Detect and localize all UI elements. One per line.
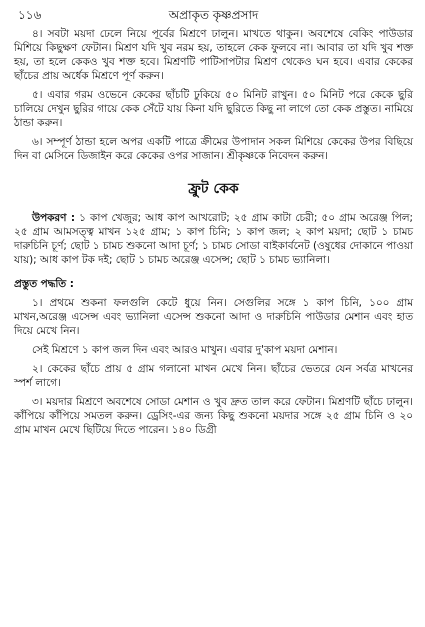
ingredients-label: উপকরণ :: [32, 212, 76, 224]
running-title: অপ্রাকৃত কৃষ্ণপ্রসাদ: [168, 8, 259, 22]
step-6-paragraph: ৬। সম্পূর্ণ ঠান্ডা হলে অপর একটি পাত্রে ক্রীমের উপাদান সকল মিশিয়ে কেকের উপর বিছিয়ে দিন বা মেসিনে ডিজাইন করে কেকের ওপর সাজান। শ্রীকৃষ্ণকে নিবেদন করুন।: [14, 136, 413, 162]
ingredients-paragraph: [14, 211, 413, 267]
page-number: ১১৬: [18, 8, 42, 22]
method-title: প্রস্তুত পদ্ধতি :: [14, 278, 74, 290]
ingredients-text: ১ কাপ খেজুর; আধ কাপ আখরোট; ২৫ গ্রাম কাটা চেরী; ৫০ গ্রাম অরেঞ্জ পিল; ২৫ গ্রাম আমসত্ত্ব মাখন ১২৫ গ্রাম; ১ কাপ চিনি; ১ কাপ জল; ২ কাপ ময়দা; ছোট ১ চামচ দারুচিনি চূর্ণ; ছোট ১ চামচ শুকনো আদা চূর্ণ; ১ চামচ সোডা বাইকার্বনেট (ওষুধের দোকানে পাওয়া যায়); আধ কাপ টক দই; ছোট ১ চামচ অরেঞ্জ এসেন্স; ছোট ১ চামচ ভ্যানিলা।: [14, 212, 413, 266]
method-step-1-continued: সেই মিশ্রণে ১ কাপ জল দিন এবং আরও মাখুন। এবার দু'কাপ ময়দা মেশান।: [32, 344, 338, 356]
method-step-2: ২। কেকের ছাঁচে প্রায় ৫ গ্রাম গলানো মাখন মেখে নিন। ছাঁচের ভেতরে যেন সর্বত্র মাখনের স্পর্শ লাগে।: [14, 363, 413, 389]
step-5-paragraph: ৫। এবার গরম ওভেনে কেকের ছাঁচটি ঢুকিয়ে ৫০ মিনিট রাখুন। ৫০ মিনিট পরে কেকে ছুরি চালিয়ে দেখুন ছুরির গায়ে কেক সেঁটে যায় কিনা যদি ছুরিতে কিছু না লাগে তো কেক প্রস্তুত। নামিয়ে ঠান্ডা করুন।: [14, 89, 413, 129]
step-4-paragraph: ৪। সবটা ময়দা ঢেলে নিয়ে পূর্বের মিশ্রণে ঢালুন। মাখতে থাকুন। অবশেষে বেকিং পাউডার মিশিয়ে কিছুক্ষণ ফেটান। মিশ্রণ যদি খুব নরম হয়, তাহলে কেক ফুলবে না। আবার তা যদি খুব শক্ত হয়, তা হলে কেকও খুব শক্ত হবে। মিশ্রণটি পাটিসাপটার মিশ্রণ থেকেও ঘন হবে। এবার কেকের ছাঁচের প্রায় অর্ধেক মিশ্রণে পূর্ণ করুন।: [14, 28, 413, 82]
method-step-1: ১। প্রথমে শুকনা ফলগুলি কেটে ধুয়ে নিন। সেগুলির সঙ্গে ১ কাপ চিনি, ১০০ গ্রাম মাখন,অরেঞ্জ এসেন্স এবং ভ্যানিলা এসেন্স শুকনো আদা ও দারুচিনি পাউডার মেশান এবং হাত দিয়ে মেখে নিন।: [14, 297, 413, 337]
page-header: [14, 4, 413, 22]
recipe-title: ফ্রুট কেক: [188, 181, 239, 197]
method-step-3: ৩। ময়দার মিশ্রণে অবশেষে সোডা মেশান ও খুব দ্রুত তাল করে ফেটান। মিশ্রণটি ছাঁচে ঢালুন। কাঁপিয়ে কাঁপিয়ে সমতল করুন। ড্রেসিং-এর জন্য কিছু শুকনো ময়দার সঙ্গে ২৫ গ্রাম চিনি ও ২০ গ্রাম মাখন মেখে ছিটিয়ে দিতে পারেন। ১৪০ ডিগ্রী: [14, 396, 413, 436]
